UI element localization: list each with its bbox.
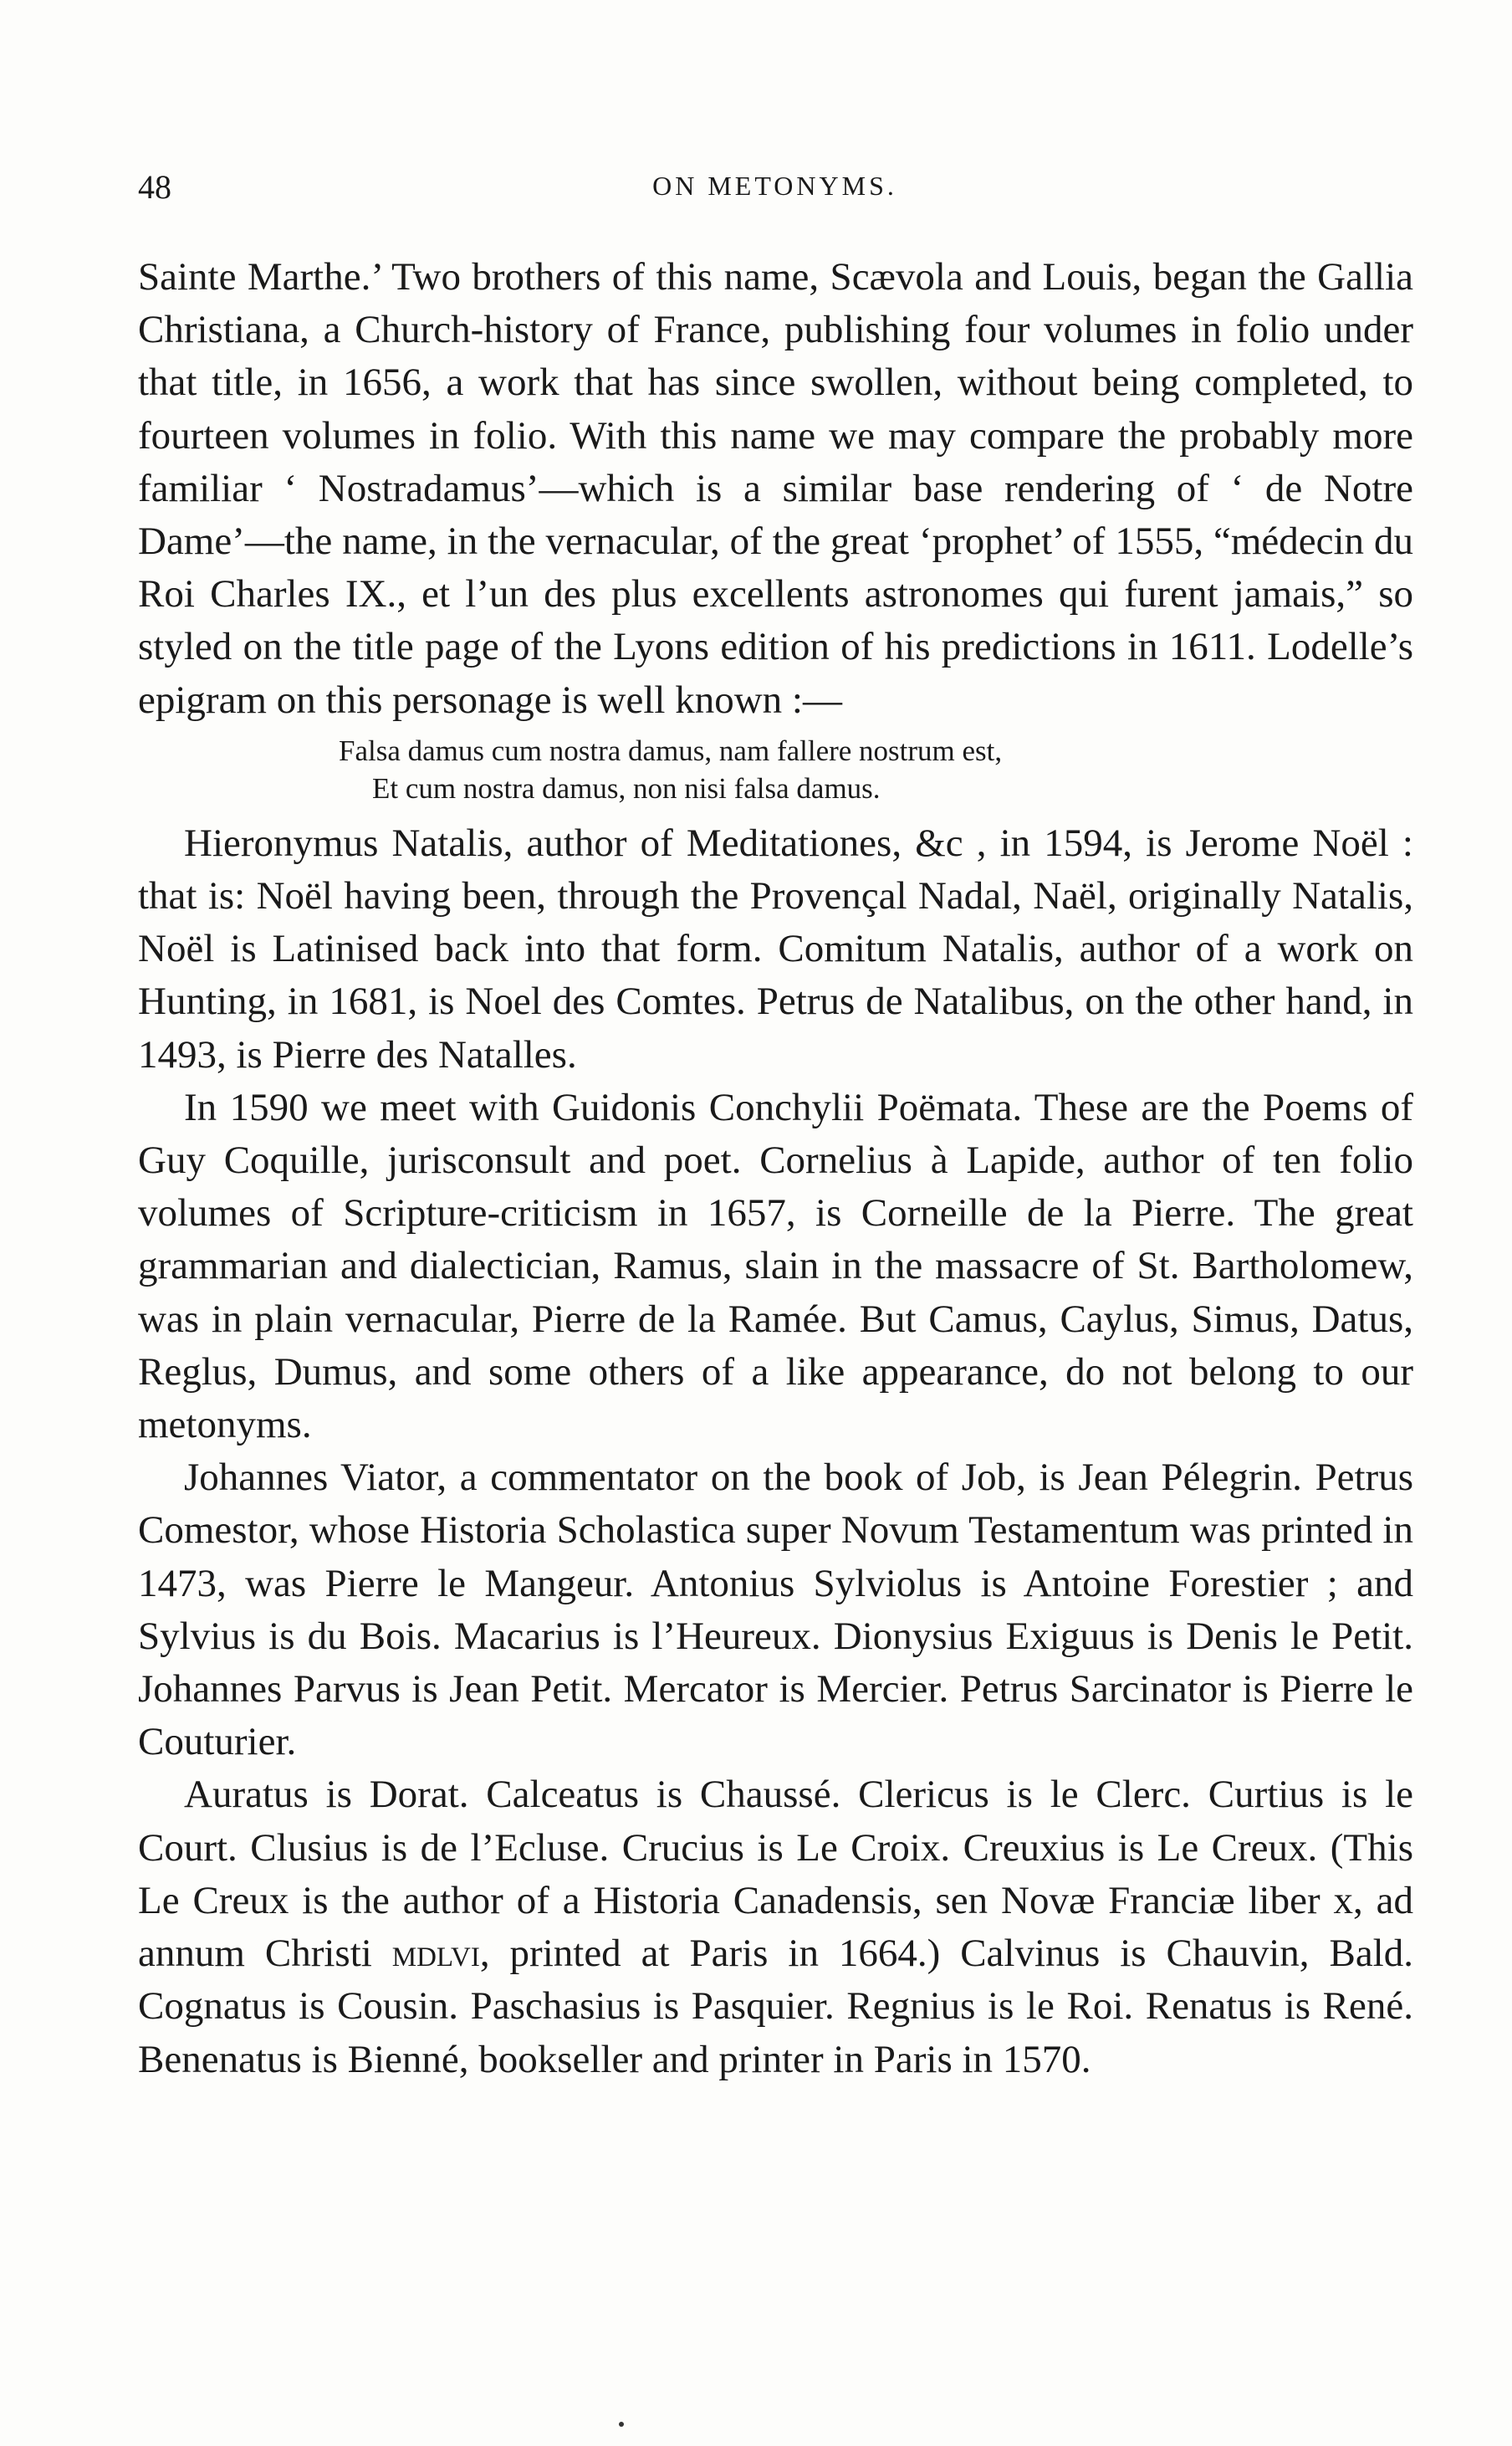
verse-line-2: Et cum nostra damus, non nisi falsa damus. <box>372 771 881 805</box>
paragraph-2: Hieronymus Natalis, author of Meditationes, &c , in 1594, is Jerome Noël : that is: Noël having been, through the Provençal Nadal, Naël, originally Natalis, Noël is Latinised back into that form. Comitum Natalis, author of a work on Hunting, in 1681, is Noel des Comtes. Petrus de Natalibus, on the other hand, in 1493, is Pierre des Natalles. <box>138 821 1413 1077</box>
page-header <box>138 167 1412 226</box>
paragraph-3: In 1590 we meet with Guidonis Conchylii Poëmata. These are the Poems of Guy Coquille, jurisconsult and poet. Cornelius à Lapide, author of ten folio volumes of Scripture-criticism in 1657, is Corneille de la Pierre. The great grammarian and dialectician, Ramus, slain in the massacre of St. Bartholomew, was in plain vernacular, Pierre de la Ramée. But Camus, Caylus, Simus, Datus, Reglus, Dumus, and some others of a like appearance, do not belong to our metonyms. <box>138 1085 1413 1447</box>
epigram-verse <box>138 732 1413 807</box>
roman-numeral: mdlvi, <box>391 1932 490 1976</box>
paragraph-4: Johannes Viator, a commentator on the book of Job, is Jean Pélegrin. Petrus Comestor, whose Historia Scholastica super Novum Testamentum was printed in 1473, was Pierre le Mangeur. Antonius Sylviolus is Antoine Forestier ; and Sylvius is du Bois. Macarius is l’Heureux. Dionysius Exiguus is Denis le Petit. Johannes Parvus is Jean Petit. Mercator is Mercier. Petrus Sarcinator is Pierre le Couturier. <box>138 1456 1413 1764</box>
paragraph-5-text-b: printed at Paris in 1664.) Calvinus is Chauvin, Bald. Cognatus is Cousin. Paschasius is Pasquier. Regnius is le Roi. Renatus is René. Benenatus is Bienné, bookseller and printer in Paris in 1570. <box>138 1932 1413 2081</box>
print-speck <box>619 2422 624 2427</box>
page-number: 48 <box>138 168 171 206</box>
body-text <box>138 251 1413 2086</box>
paragraph-5-text-a: Auratus is Dorat. Calceatus is Chaussé. Clericus is le Clerc. Curtius is le Court. Clusius is de l’Ecluse. Crucius is Le Croix. Creuxius is Le Creux. (This Le Creux is the author of a Historia Canadensis, sen Novæ Franciæ liber x, ad annum Christi <box>138 1773 1413 1976</box>
verse-line-1: Falsa damus cum nostra damus, nam fallere nostrum est, <box>339 734 1003 767</box>
running-title: ON METONYMS. <box>652 171 897 201</box>
paragraph-1: Sainte Marthe.’ Two brothers of this name, Scævola and Louis, began the Gallia Christiana, a Church-history of France, publishing four volumes in folio under that title, in 1656, a work that has since swollen, without being completed, to fourteen volumes in folio. With this name we may compare the probably more familiar ‘ Nostradamus’—which is a similar base rendering of ‘ de Notre Dame’—the name, in the vernacular, of the great ‘prophet’ of 1555, “médecin du Roi Charles IX., et l’un des plus excellents astronomes qui furent jamais,” so styled on the title page of the Lyons edition of his predictions in 1611. Lodelle’s epigram on this personage is well known :— <box>138 255 1413 722</box>
paragraph-5 <box>138 1768 1413 2085</box>
